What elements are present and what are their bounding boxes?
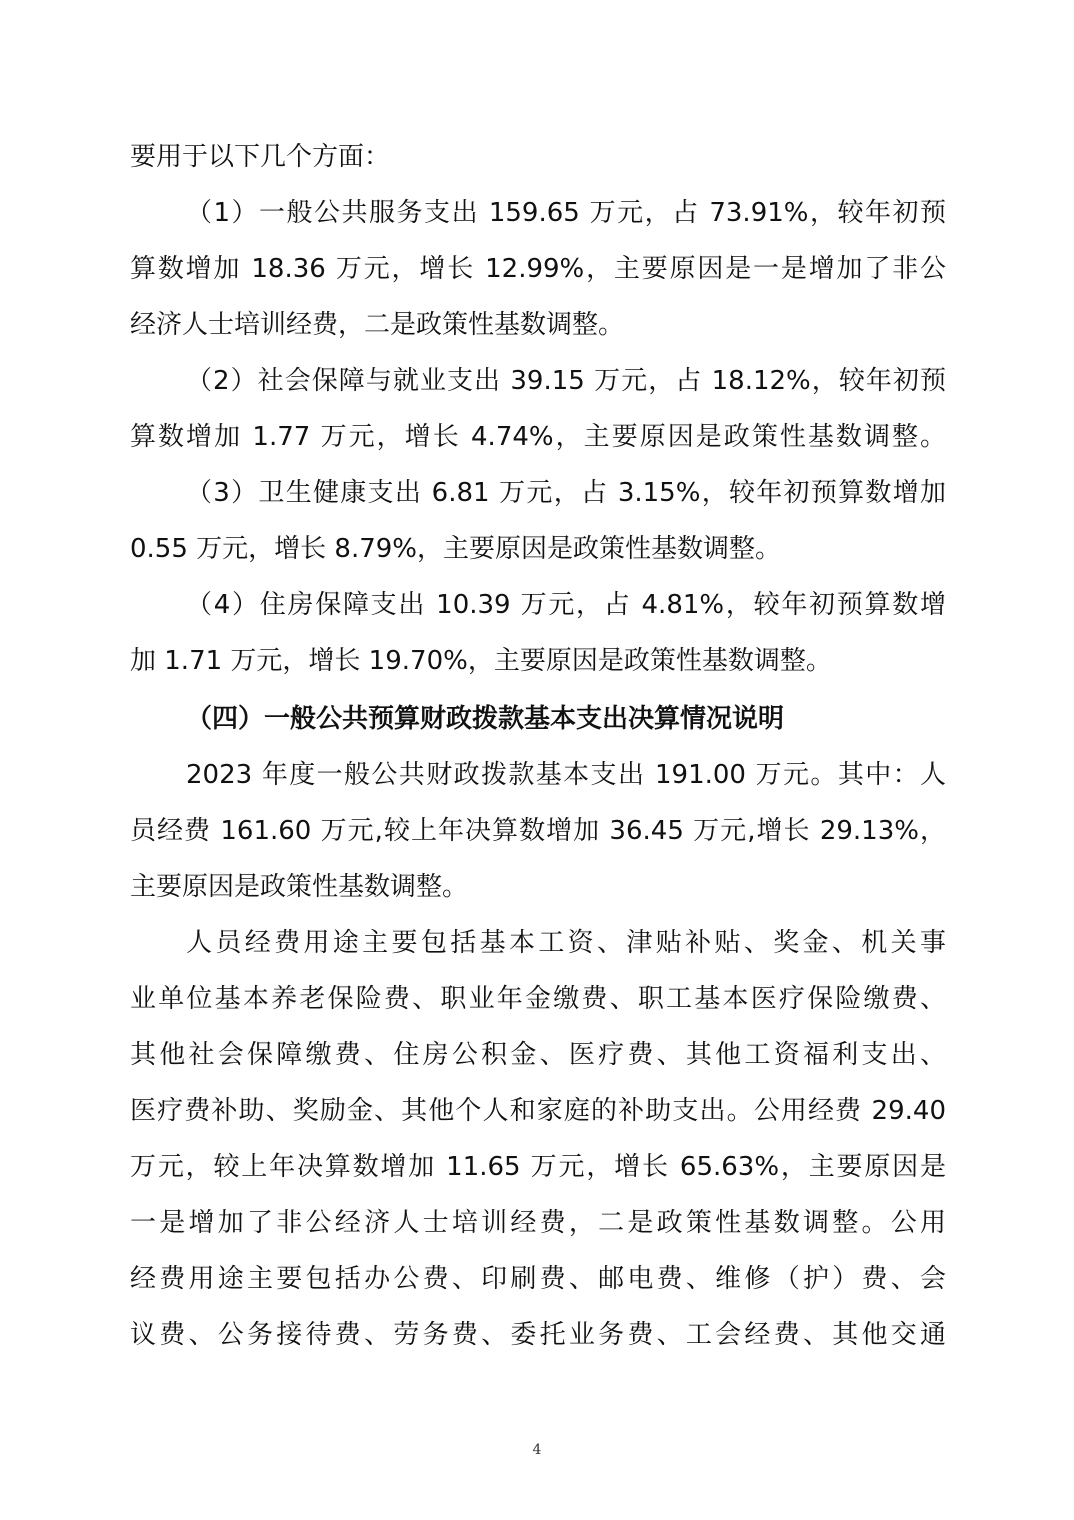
paragraph-line: 2023 年度一般公共财政拨款基本支出 191.00 万元。其中：人 <box>186 760 946 790</box>
paragraph-line: 一是增加了非公经济人士培训经费，二是政策性基数调整。公用 <box>130 1208 946 1238</box>
paragraph-line: 万元，较上年决算数增加 11.65 万元，增长 65.63%，主要原因是 <box>130 1152 946 1182</box>
paragraph-line: 经费用途主要包括办公费、印刷费、邮电费、维修（护）费、会 <box>130 1264 946 1294</box>
paragraph-line: 人员经费用途主要包括基本工资、津贴补贴、奖金、机关事 <box>186 928 946 958</box>
list-item-2-line: （2）社会保障与就业支出 39.15 万元，占 18.12%，较年初预 <box>186 366 946 396</box>
list-item-3-line: 0.55 万元，增长 8.79%，主要原因是政策性基数调整。 <box>130 534 782 564</box>
list-item-2-line: 算数增加 1.77 万元，增长 4.74%，主要原因是政策性基数调整。 <box>130 422 946 452</box>
paragraph-line: 医疗费补助、奖励金、其他个人和家庭的补助支出。公用经费 29.40 <box>130 1096 946 1126</box>
paragraph-line: 主要原因是政策性基数调整。 <box>130 872 469 902</box>
list-item-1-line: （1）一般公共服务支出 159.65 万元，占 73.91%，较年初预 <box>186 198 946 228</box>
paragraph-line: 议费、公务接待费、劳务费、委托业务费、工会经费、其他交通 <box>130 1320 946 1350</box>
list-item-1-line: 经济人士培训经费，二是政策性基数调整。 <box>130 310 625 340</box>
paragraph-line: 员经费 161.60 万元,较上年决算数增加 36.45 万元,增长 29.13%， <box>130 816 946 846</box>
list-item-4-line: 加 1.71 万元，增长 19.70%，主要原因是政策性基数调整。 <box>130 646 832 676</box>
paragraph-line: 其他社会保障缴费、住房公积金、医疗费、其他工资福利支出、 <box>130 1040 946 1070</box>
list-item-1-line: 算数增加 18.36 万元，增长 12.99%，主要原因是一是增加了非公 <box>130 254 946 284</box>
page-number: 4 <box>532 1442 542 1458</box>
section-heading: （四）一般公共预算财政拨款基本支出决算情况说明 <box>186 704 785 734</box>
list-item-4-line: （4）住房保障支出 10.39 万元，占 4.81%，较年初预算数增 <box>186 590 946 620</box>
paragraph-line: 业单位基本养老保险费、职业年金缴费、职工基本医疗保险缴费、 <box>130 984 946 1014</box>
paragraph-line: 要用于以下几个方面： <box>130 142 391 172</box>
list-item-3-line: （3）卫生健康支出 6.81 万元，占 3.15%，较年初预算数增加 <box>186 478 946 508</box>
